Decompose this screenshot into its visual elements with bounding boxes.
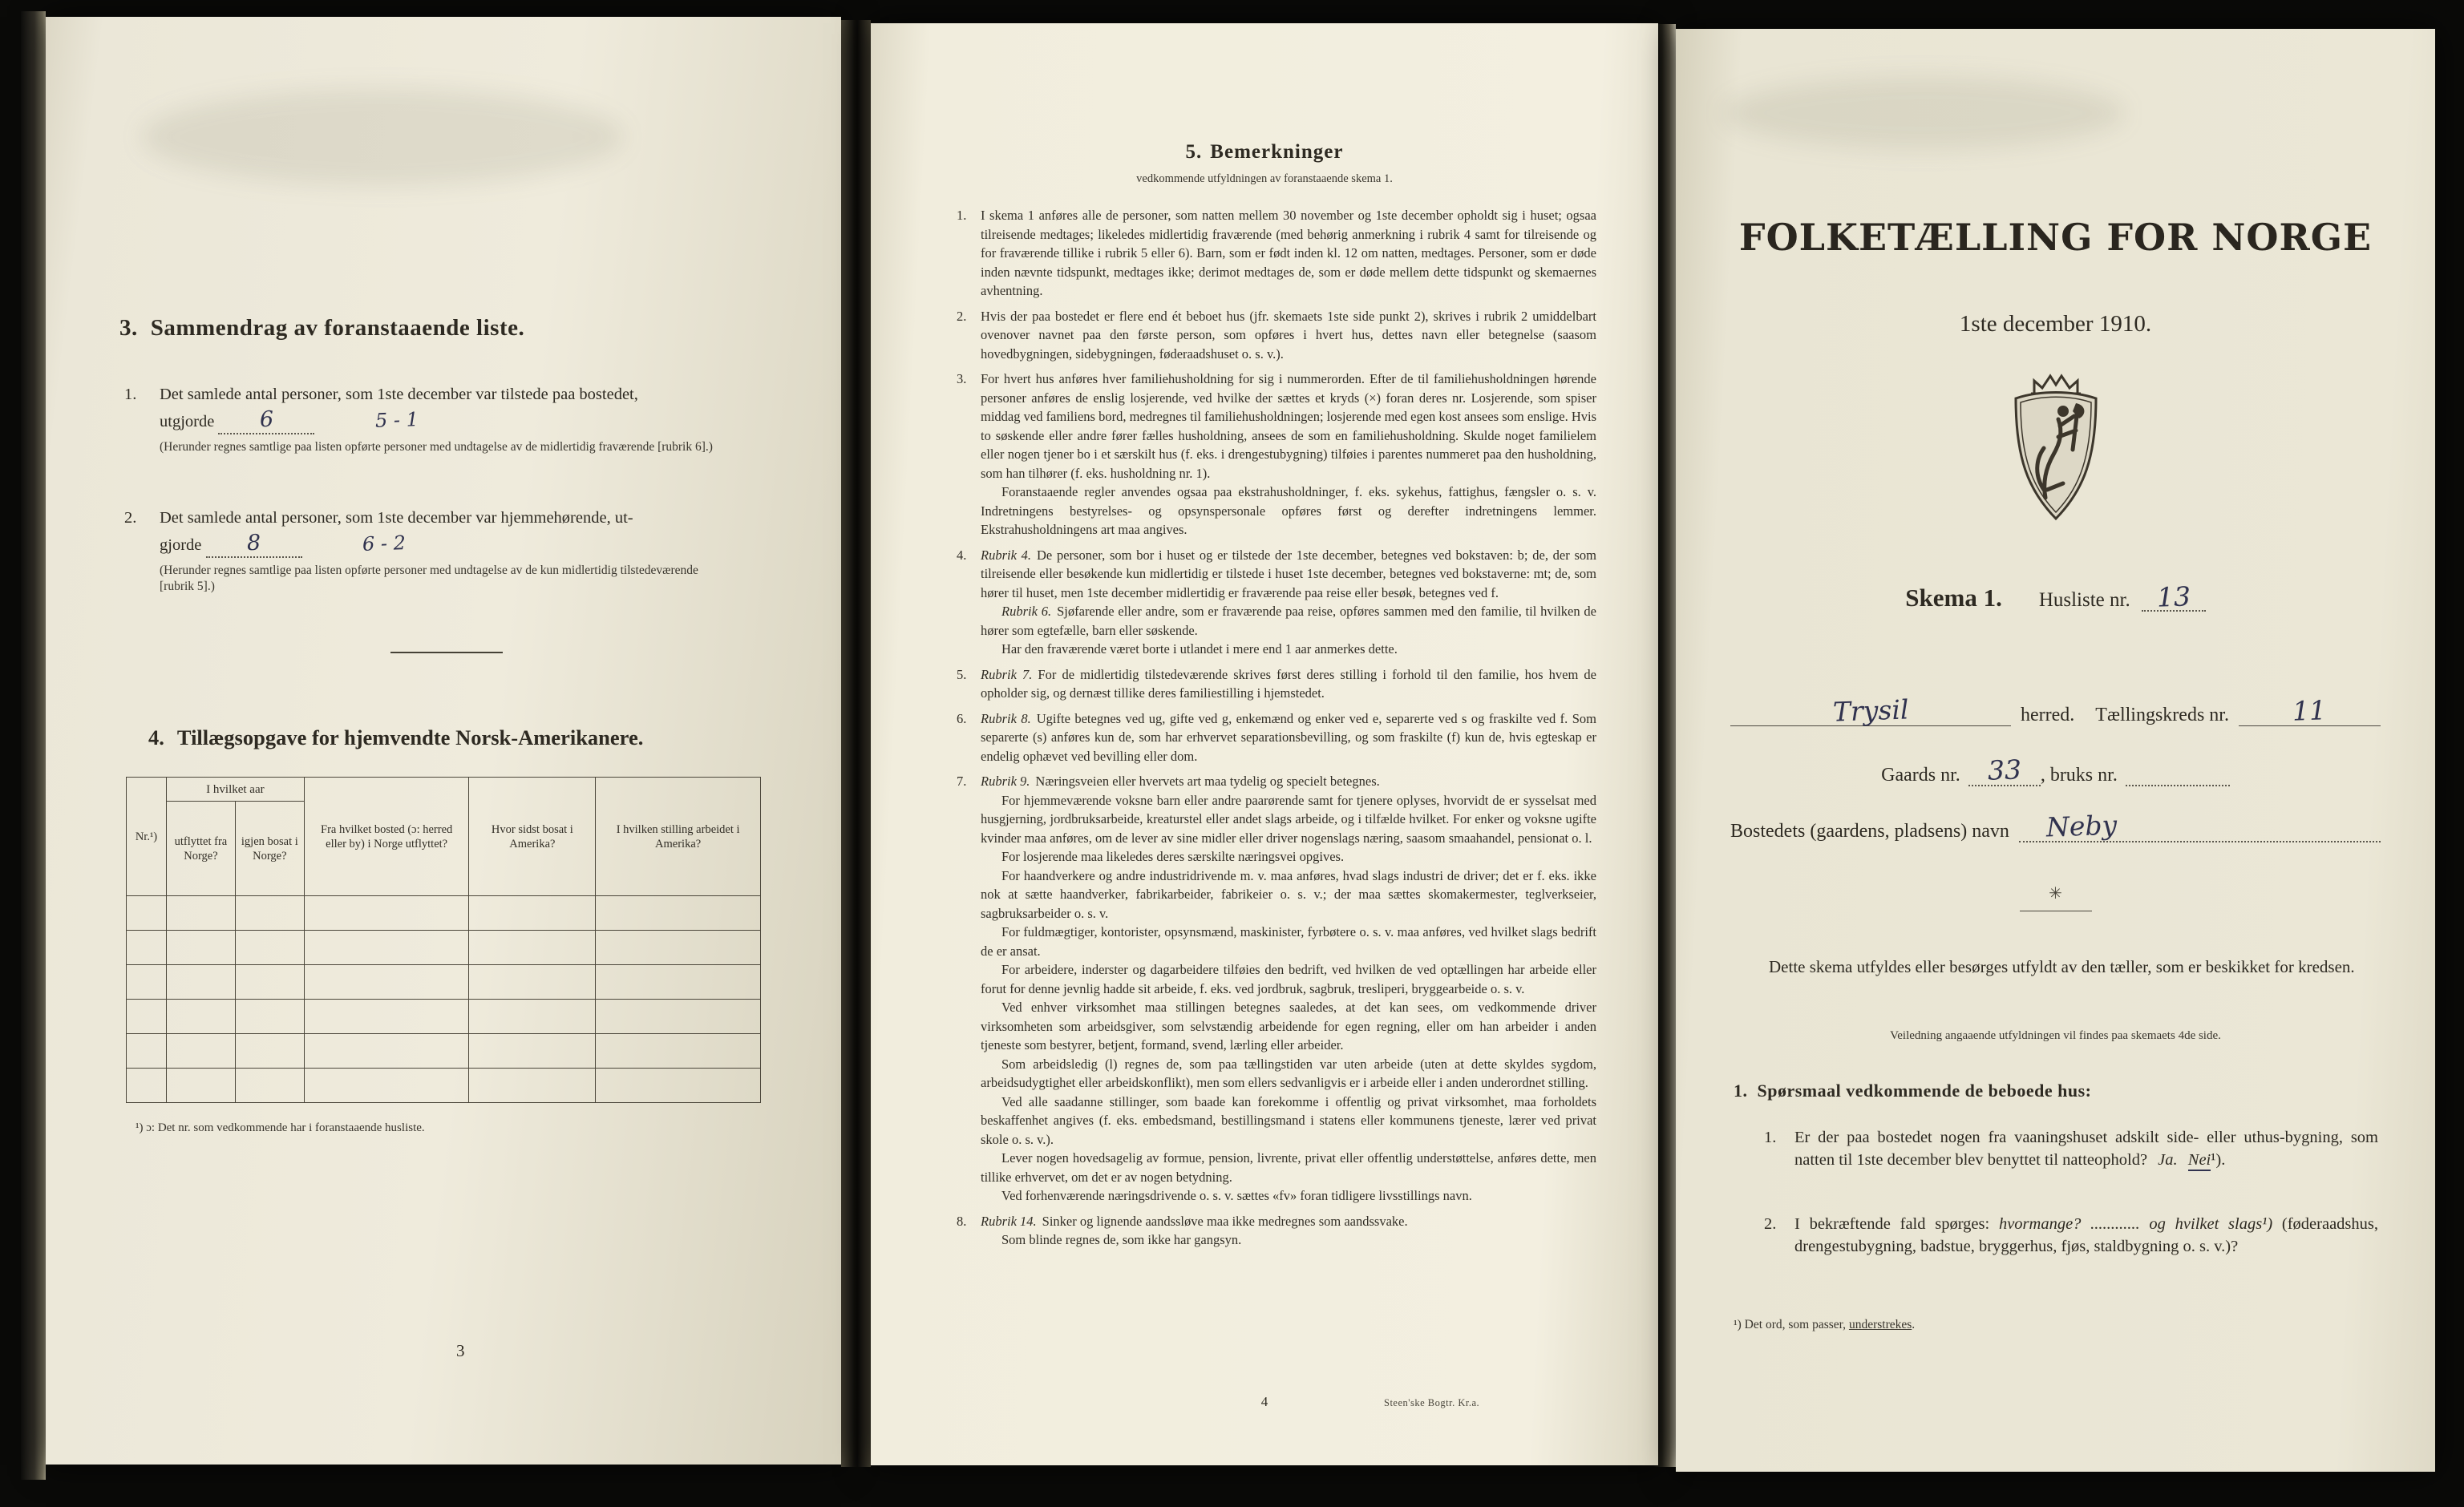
questions-heading-text: Spørsmaal vedkommende de beboede hus:	[1757, 1081, 2092, 1101]
remark-paragraph: For arbeidere, inderster og dagarbeidere tilføies den bedrift, ved hvilken de ved optællingen har arbeide eller forut for denne jevnlig hadde sit arbeide, f. eks. ved jordbruk, sagbruk, tresliperi, bryggearbeide o. s. v.	[981, 962, 1596, 996]
census-title: FOLKETÆLLING FOR NORGE	[1738, 216, 2373, 259]
summary-note: (Herunder regnes samtlige paa listen opførte personer med undtagelse av de midlertidig fraværende [rubrik 6].)	[160, 440, 713, 454]
remarks-title	[871, 141, 1658, 164]
remark-number: 6.	[957, 710, 967, 726]
table-cell	[166, 931, 235, 965]
herred-label: herred.	[2021, 705, 2075, 725]
table-row	[127, 1034, 761, 1069]
table-cell	[127, 896, 167, 931]
remark-paragraph: Rubrik 14. Sinker og lignende aandssløve maa ikke medregnes som aandssvake.	[981, 1213, 1408, 1229]
summary-note: (Herunder regnes samtlige paa listen opførte personer med undtagelse av de kun midlertidig tilstedeværende [rubrik 5].)	[160, 564, 698, 593]
rubrik-lead: Rubrik 14.	[981, 1213, 1037, 1229]
table-cell	[469, 1000, 596, 1034]
question-text: I bekræftende fald spørges:	[1794, 1215, 1990, 1233]
remark-item-8	[953, 1212, 1596, 1250]
remark-item-3	[953, 370, 1596, 539]
summary-item-number: 2.	[124, 509, 137, 527]
tellingskreds-number-field	[2239, 694, 2381, 727]
summary-prefix: gjorde	[160, 536, 202, 554]
remark-paragraph: For haandverkere og andre industridrivende m. v. maa anføres, hvad slags industri de driver; det er f. eks. ikke nok at sætte haandverker, fabrikarbeider, fabrikeier o. s. v.; der maa sættes skomakermester, teglverkseier, sagbruksarbeider o. s. v.	[981, 867, 1596, 921]
remark-paragraph: I skema 1 anføres alle de personer, som natten mellem 30 november og 1ste december opholdt sig i huset; ogsaa tilreisende medtages; likeledes midlertidig fraværende (med behørig anmerkning i rubrik 4 samt for tilreisende og for fraværende tillike i rubrik 5 eller 6). Barn, som er født inden kl. 12 om natten, medtages. Personer, som er døde inden nævnte tidspunkt, medtages ikke; derimot medtages de, som er døde mellem dette tidspunkt og skemaernes avhentning.	[981, 208, 1596, 298]
bosted-label: Bostedets (gaardens, pladsens) navn	[1730, 821, 2009, 842]
table-cell	[235, 1069, 304, 1103]
divider-ornament-icon: ✳	[2049, 883, 2062, 903]
page-gutter	[841, 20, 871, 1467]
question-italic-text: hvormange? ............ og hvilket slags¹)	[1998, 1215, 2273, 1233]
gaards-nr-label: Gaards nr.	[1881, 765, 1960, 786]
table-row	[127, 931, 761, 965]
summary-item-2	[124, 507, 775, 595]
questions-heading	[1734, 1081, 2091, 1101]
table-cell	[235, 1000, 304, 1034]
remark-paragraph: Foranstaaende regler anvendes ogsaa paa ekstrahusholdninger, f. eks. sykehus, fattighus, fængsler o. s. v. Indretningens bestyrelses- og opsynspersonale opføres først og derefter indretningens lemmer. Ekstrahusholdningens art maa angives.	[981, 484, 1596, 537]
table-footnote: ¹) ɔ: Det nr. som vedkommende har i foranstaaende husliste.	[136, 1121, 425, 1134]
page-number: 3	[456, 1341, 465, 1360]
col-header-left-norway: utflyttet fra Norge?	[166, 802, 235, 896]
rubrik-lead: Rubrik 6.	[1001, 604, 1052, 619]
remark-number: 4.	[957, 547, 967, 563]
remark-number: 7.	[957, 774, 967, 789]
table-cell	[304, 931, 469, 965]
gaards-line	[1730, 754, 2381, 786]
skema-label: Skema 1.	[1905, 584, 2002, 612]
table-cell	[166, 1000, 235, 1034]
remark-item-7	[953, 772, 1596, 1206]
table-cell	[596, 931, 761, 965]
section-divider-rule	[390, 652, 503, 653]
bosted-line	[1730, 809, 2381, 843]
remarks-subtitle: vedkommende utfyldningen av foranstaaende skema 1.	[1136, 172, 1393, 185]
middle-page	[871, 23, 1658, 1465]
table-cell	[596, 1069, 761, 1103]
table-cell	[127, 965, 167, 1000]
remarks-title-number: 5.	[1185, 141, 1203, 163]
table-cell	[304, 1034, 469, 1069]
remark-paragraph: Hvis der paa bostedet er flere end ét beboet hus (jfr. skemaets 1ste side punkt 2), skrives i rubrik 2 umiddelbart ovenover navnet paa den første person, som opføres i hvert hus, dettes navn eller betegnelse (saasom hovedbygningen, sidebygningen, føderaadshuset o. s. v.).	[981, 308, 1596, 362]
left-page	[46, 17, 841, 1465]
table-cell	[304, 896, 469, 931]
rubrik-lead: Rubrik 8.	[981, 710, 1031, 726]
table-row	[127, 896, 761, 931]
table-cell	[235, 896, 304, 931]
tellingskreds-label: Tællingskreds nr.	[2095, 705, 2229, 725]
table-cell	[166, 1034, 235, 1069]
table-cell	[304, 1000, 469, 1034]
page-number: 4	[1260, 1394, 1268, 1409]
remark-paragraph: Rubrik 4. De personer, som bor i huset og er tilstede der 1ste december, betegnes ved bokstaven: b; de, der som tilreisende eller besøkende kun midlertidig er tilstede i huset 1ste december, betegnes ved bokstaverne: mt; de, som hører til huset, men 1ste december midlertidig er fraværende paa reise eller besøk, betegnes ved f.	[981, 547, 1596, 600]
herred-line	[1730, 693, 2381, 728]
table-cell	[469, 1069, 596, 1103]
remark-number: 2.	[957, 308, 967, 324]
intro-paragraph: Dette skema utfyldes eller besørges utfyldt av den tæller, som er beskikket for kredsen.	[1769, 957, 2355, 976]
section3-title	[119, 315, 524, 341]
table-cell	[235, 965, 304, 1000]
guidance-note: Veiledning angaaende utfyldningen vil findes paa skemaets 4de side.	[1890, 1029, 2221, 1042]
remark-number: 5.	[957, 666, 967, 682]
table-cell	[127, 1034, 167, 1069]
answer-ja: Ja.	[2158, 1150, 2178, 1169]
question-number: 1.	[1764, 1129, 1777, 1146]
table-cell	[127, 1069, 167, 1103]
summary-item-1	[124, 384, 775, 455]
col-header-year-group: I hvilket aar	[166, 778, 304, 802]
remark-paragraph: Ved alle saadanne stillinger, som baade kan forekomme i offentlig og privat virksomhet, maa forholdets beskaffenhet angives (f. eks. embedsmand, bestillingsmand i statens eller kommunens tjeneste, lærer ved privat skole o. s. v.).	[981, 1093, 1596, 1147]
answer-footnote-ref: ¹).	[2211, 1150, 2226, 1169]
col-header-where: Hvor sidst bosat i Amerika?	[469, 778, 596, 896]
remark-number: 3.	[957, 371, 967, 386]
remark-paragraph: Ved forhenværende næringsdrivende o. s. v. sættes «fv» foran tidligere livsstillings navn.	[1001, 1188, 1472, 1203]
remark-paragraph: Som arbeidsledig (l) regnes de, som paa tællingstiden var uten arbeide (uten at dette skyldes sygdom, arbeidsudygtighet eller arbeidskonflikt), men som ellers sedvanligvis er i arbeide eller i anden underordnet stilling.	[981, 1056, 1596, 1090]
question-number: 2.	[1764, 1215, 1777, 1233]
summary-writein-field	[206, 530, 302, 558]
table-cell	[469, 965, 596, 1000]
table-row	[127, 1069, 761, 1103]
table-cell	[127, 931, 167, 965]
answer-nei-underlined: Nei	[2188, 1151, 2211, 1171]
table-cell	[235, 931, 304, 965]
remark-item-6	[953, 709, 1596, 766]
summary-line: Det samlede antal personer, som 1ste december var tilstede paa bostedet,	[160, 386, 638, 403]
questions-heading-number: 1.	[1734, 1081, 1748, 1101]
summary-line: Det samlede antal personer, som 1ste december var hjemmehørende, ut-	[160, 509, 633, 527]
col-header-position: I hvilken stilling arbeidet i Amerika?	[596, 778, 761, 896]
footnote-text: ¹) Det ord, som passer,	[1734, 1318, 1849, 1331]
section4-title	[148, 725, 643, 750]
gaards-number-field	[1968, 754, 2041, 786]
remarks-body	[953, 206, 1596, 1256]
norsk-amerikanere-table	[126, 777, 761, 1103]
section3-number: 3.	[119, 315, 138, 341]
remark-paragraph: Rubrik 8. Ugifte betegnes ved ug, gifte ved g, enkemænd og enker ved e, separerte ved s og fraskilte ved f. Som separerte (s) anføres kun de, som har erhvervet separationsbevilling, og som fraskilte (f) kun de, hvis egteskap er endelig ophævet ved bevilling eller dom.	[981, 710, 1596, 764]
handwritten-breakdown-resident: 6 - 2	[362, 531, 406, 556]
remark-paragraph: Ved enhver virksomhet maa stillingen betegnes saaledes, at det kan sees, om vedkommende driver virksomheten som arbeidsgiver, som selvstændig arbeidende for egen regning, eller om han arbeider i anden tjeneste som bestyrer, betjent, formand, svend, lærling eller arbeider.	[981, 1000, 1596, 1052]
coat-of-arms	[1676, 370, 2435, 530]
remark-paragraph: Rubrik 6. Sjøfarende eller andre, som er fraværende paa reise, opføres sammen med den familie, til hvilken de hører som egtefælle, barn eller søskende.	[981, 604, 1596, 638]
book-left-edge	[21, 11, 46, 1480]
bruks-number-field	[2126, 785, 2230, 786]
question-1	[1764, 1127, 2378, 1171]
rubrik-lead: Rubrik 9.	[981, 774, 1030, 789]
bleed-through-smudge	[1724, 77, 2125, 149]
remark-paragraph: Lever nogen hovedsagelig av formue, pension, livrente, privat eller offentlig understøttelse, anføres dette, men tillike erhvervet, om det er av nogen betydning.	[981, 1150, 1596, 1185]
handwritten-gaards-number: 33	[1987, 754, 2022, 786]
col-header-nr: Nr.¹)	[127, 778, 167, 896]
right-page	[1676, 29, 2435, 1472]
handwritten-bosted-name: Neby	[2045, 809, 2118, 843]
bruks-nr-label: , bruks nr.	[2040, 765, 2118, 786]
table-cell	[304, 1069, 469, 1103]
printer-mark: Steen'ske Bogtr. Kr.a.	[1384, 1397, 1480, 1408]
page-footnote	[1734, 1318, 1915, 1332]
remark-paragraph: For losjerende maa likeledes deres særskilte næringsvei opgives.	[1001, 849, 1345, 864]
table-row	[127, 1000, 761, 1034]
census-date: 1ste december 1910.	[1959, 311, 2152, 337]
herred-blank-field	[1730, 693, 2011, 728]
remark-item-5	[953, 665, 1596, 703]
table-cell	[469, 931, 596, 965]
question-text: Er der paa bostedet nogen fra vaaningshuset adskilt side- eller uthus-bygning, som natten til 1ste december blev benyttet til natteophold?	[1794, 1129, 2378, 1169]
handwritten-total-resident: 8	[246, 530, 261, 556]
remark-paragraph: For fuldmægtiger, kontorister, opsynsmænd, maskinister, fyrbøtere o. s. v. maa anføres, ved hvilket slags bedrift de er ansat.	[981, 924, 1596, 959]
table-cell	[596, 965, 761, 1000]
remark-item-4	[953, 546, 1596, 659]
section3-title-text: Sammendrag av foranstaaende liste.	[150, 315, 525, 341]
summary-line2	[160, 406, 775, 434]
handwritten-total-present: 6	[259, 406, 274, 433]
bleed-through-smudge	[142, 89, 623, 185]
skema-line	[1676, 580, 2435, 613]
table-row	[127, 965, 761, 1000]
table-cell	[235, 1034, 304, 1069]
handwritten-breakdown-present: 5 - 1	[374, 408, 419, 432]
remark-paragraph: Har den fraværende været borte i utlandet i mere end 1 aar anmerkes dette.	[1001, 641, 1398, 657]
summary-prefix: utgjorde	[160, 413, 215, 430]
handwritten-tellingskreds-number: 11	[2292, 694, 2328, 727]
table-cell	[166, 965, 235, 1000]
remark-paragraph: Rubrik 9. Næringsveien eller hvervets art maa tydelig og specielt betegnes.	[981, 774, 1380, 789]
remark-paragraph: For hvert hus anføres hver familiehusholdning for sig i nummerorden. Efter de til familiehusholdningen hørende personer anføres de enslig losjerende, ved hvilke der sættes et kryds (×) foran deres nr. Losjerende, som spiser middag ved familiens bord, medregnes til familiehusholdningen; losjerende med egen kost ansees som enslige. Hvis to søskende eller andre fører fælles husholdning, ansees de som en familiehusholdning. Skulde noget familielem eller nogen tjener bo i et særskilt hus (f. eks. i drengestubygning) tilføies i parentes nummeret paa den husholdning, som han tilhører (f. eks. husholdning nr. 1).	[981, 371, 1596, 481]
table-cell	[469, 1034, 596, 1069]
col-header-from: Fra hvilket bosted (ɔ: herred eller by) i Norge utflyttet?	[304, 778, 469, 896]
rubrik-lead: Rubrik 4.	[981, 547, 1032, 563]
table-cell	[304, 965, 469, 1000]
summary-item-number: 1.	[124, 386, 137, 403]
table-cell	[596, 1034, 761, 1069]
remarks-title-text: Bemerkninger	[1210, 141, 1344, 163]
table-cell	[166, 1069, 235, 1103]
remark-paragraph: Som blinde regnes de, som ikke har gangsyn.	[1001, 1232, 1242, 1247]
husliste-number-field	[2142, 580, 2206, 613]
norwegian-lion-icon	[1996, 370, 2116, 530]
summary-writein-field	[218, 406, 314, 434]
handwritten-herred-name: Trysil	[1832, 693, 1909, 728]
table-cell	[596, 896, 761, 931]
question-2	[1764, 1214, 2379, 1258]
husliste-label: Husliste nr.	[2038, 589, 2130, 611]
table-cell	[469, 896, 596, 931]
rubrik-lead: Rubrik 7.	[981, 666, 1033, 682]
table-cell	[596, 1000, 761, 1034]
handwritten-husliste-number: 13	[2156, 580, 2191, 613]
remark-item-2	[953, 307, 1596, 364]
col-header-back-norway: igjen bosat i Norge?	[235, 802, 304, 896]
footnote-period: .	[1912, 1318, 1916, 1331]
section4-title-text: Tillægsopgave for hjemvendte Norsk-Amerikanere.	[176, 725, 644, 749]
remark-paragraph: Rubrik 7. For de midlertidig tilstedeværende skrives først deres stilling i forhold til den familie, hos hvem de opholder sig, og dernæst tillike deres familiestilling i hjemstedet.	[981, 666, 1596, 701]
remark-item-1	[953, 206, 1596, 301]
summary-line2	[160, 530, 775, 558]
question-text: (føderaadshus, drengestubygning, badstue, bryggerhus, fjøs, staldbygning o. s. v.)?	[1794, 1215, 2379, 1255]
table-cell	[166, 896, 235, 931]
remark-paragraph: For hjemmeværende voksne barn eller andre paarørende samt for tjenere oplyses, hvorvidt de er sysselsat med husgjerning, jordbruksarbeide, kreaturstel eller andet slags arbeide, og i tilfælde hvilket. For enker og voksne ugifte kvinder maa anføres, om de lever av sine midler eller driver nogenslags næring, saasom smaahandel, pensionat o. l.	[981, 792, 1596, 846]
remark-number: 1.	[957, 208, 967, 223]
remark-number: 8.	[957, 1213, 967, 1229]
section4-number: 4.	[148, 725, 164, 749]
footnote-underlined-word: understrekes	[1848, 1318, 1912, 1331]
table-cell	[127, 1000, 167, 1034]
bosted-name-field	[2019, 809, 2381, 843]
